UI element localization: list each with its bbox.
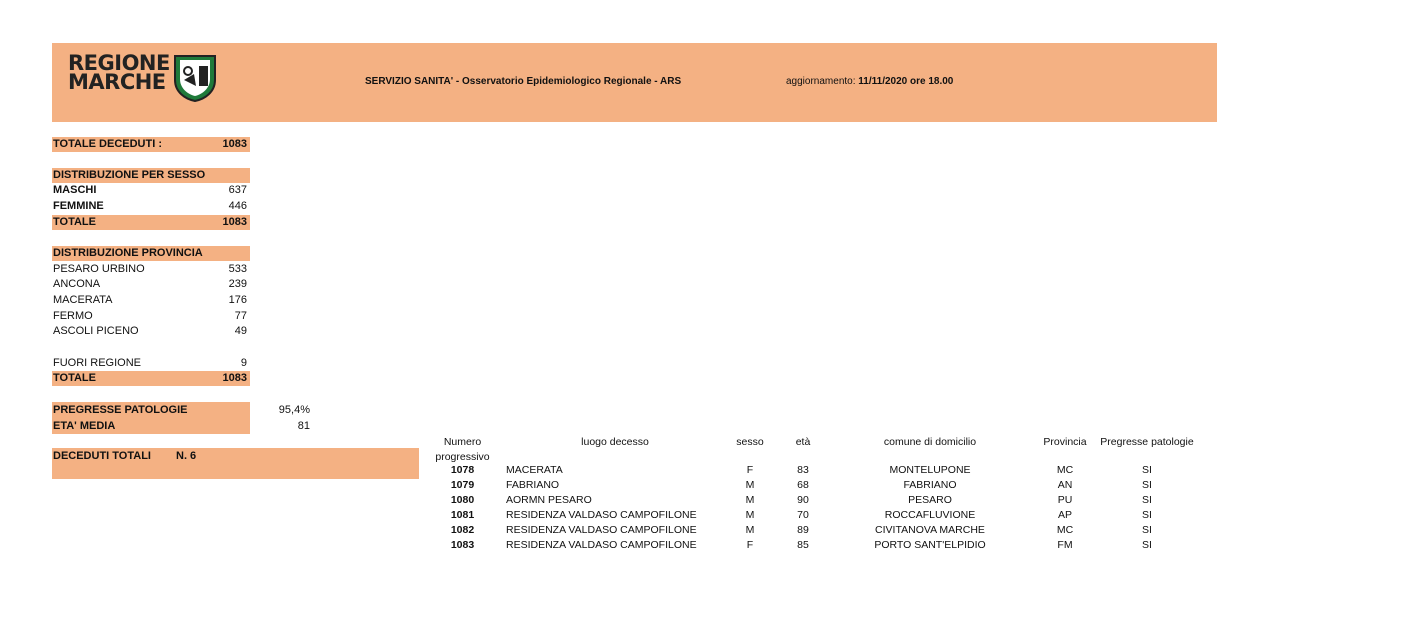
provincia-row	[52, 293, 250, 308]
cell-sesso: M	[745, 524, 755, 536]
cell-patologie: SI	[1142, 509, 1152, 521]
fuori-regione-label: FUORI REGIONE	[53, 357, 142, 369]
deceduti-totali-value: N. 6	[176, 450, 197, 462]
sesso-total-label: TOTALE	[53, 216, 96, 228]
sesso-total-row	[52, 215, 250, 230]
cell-eta: 85	[797, 539, 809, 551]
fuori-regione-row	[52, 356, 250, 371]
patologie-value: 95,4%	[278, 404, 310, 416]
cell-eta: 89	[797, 524, 809, 536]
cell-numero: 1081	[450, 509, 475, 521]
cell-sesso: F	[746, 464, 754, 476]
cell-provincia: MC	[1056, 524, 1074, 536]
cell-patologie: SI	[1142, 479, 1152, 491]
provincia-row	[52, 277, 250, 292]
provincia-value: 533	[228, 263, 247, 275]
provincia-title-label: DISTRIBUZIONE PROVINCIA	[53, 247, 203, 259]
cell-provincia: PU	[1057, 494, 1073, 506]
provincia-label: FERMO	[53, 310, 93, 322]
update-value: 11/11/2020 ore 18.00	[858, 76, 954, 87]
cell-patologie: SI	[1142, 464, 1152, 476]
provincia-value: 77	[234, 310, 247, 322]
totale-deceduti-value: 1083	[222, 138, 247, 150]
cell-numero: 1079	[450, 479, 475, 491]
cell-luogo: FABRIANO	[506, 479, 560, 491]
header-numero-line1: Numero	[443, 436, 482, 448]
eta-media-value: 81	[297, 420, 310, 432]
provincia-value: 239	[228, 278, 247, 290]
cell-patologie: SI	[1142, 494, 1152, 506]
cell-numero: 1078	[450, 464, 475, 476]
eta-media-label: ETA' MEDIA	[53, 420, 116, 432]
cell-numero: 1083	[450, 539, 475, 551]
provincia-value: 49	[234, 325, 247, 337]
cell-sesso: F	[746, 539, 754, 551]
cell-luogo: RESIDENZA VALDASO CAMPOFILONE	[506, 509, 697, 521]
logo-text-regione: REGIONE	[68, 51, 170, 75]
cell-numero: 1082	[450, 524, 475, 536]
header-comune: comune di domicilio	[883, 436, 977, 448]
cell-luogo: RESIDENZA VALDASO CAMPOFILONE	[506, 524, 697, 536]
cell-luogo: RESIDENZA VALDASO CAMPOFILONE	[506, 539, 697, 551]
sesso-title-label: DISTRIBUZIONE PER SESSO	[53, 169, 206, 181]
cell-eta: 68	[797, 479, 809, 491]
provincia-section-title	[52, 246, 250, 261]
provincia-total-row	[52, 371, 250, 386]
header-eta: età	[795, 436, 811, 448]
provincia-label: MACERATA	[53, 294, 113, 306]
cell-luogo: MACERATA	[506, 464, 563, 476]
header-update	[786, 76, 953, 87]
header-numero	[435, 435, 490, 465]
cell-numero: 1080	[450, 494, 475, 506]
header-luogo: luogo decesso	[581, 436, 649, 448]
header-provincia: Provincia	[1043, 436, 1087, 448]
sesso-label: FEMMINE	[53, 200, 104, 212]
provincia-row	[52, 262, 250, 277]
fuori-regione-value: 9	[240, 357, 247, 369]
provincia-label: ANCONA	[53, 278, 101, 290]
cell-sesso: M	[745, 479, 755, 491]
cell-sesso: M	[745, 494, 755, 506]
sesso-value: 446	[228, 200, 247, 212]
regione-marche-logo	[68, 51, 218, 104]
cell-comune: PORTO SANT'ELPIDIO	[874, 539, 986, 551]
header-patologie: Pregresse patologie	[1100, 436, 1194, 448]
cell-eta: 70	[797, 509, 809, 521]
cell-patologie: SI	[1142, 524, 1152, 536]
header-title: SERVIZIO SANITA' - Osservatorio Epidemiologico Regionale - ARS	[365, 76, 682, 87]
cell-comune: CIVITANOVA MARCHE	[875, 524, 985, 536]
update-label: aggiornamento:	[786, 76, 856, 87]
cell-sesso: M	[745, 509, 755, 521]
provincia-value: 176	[228, 294, 247, 306]
provincia-label: PESARO URBINO	[53, 263, 145, 275]
cell-comune: ROCCAFLUVIONE	[884, 509, 976, 521]
cell-provincia: MC	[1056, 464, 1074, 476]
cell-provincia: FM	[1057, 539, 1073, 551]
provincia-label: ASCOLI PICENO	[53, 325, 139, 337]
patologie-label: PREGRESSE PATOLOGIE	[53, 404, 188, 416]
provincia-row	[52, 324, 250, 339]
provincia-row	[52, 309, 250, 324]
cell-patologie: SI	[1142, 539, 1152, 551]
sesso-label: MASCHI	[53, 184, 97, 196]
cell-comune: MONTELUPONE	[889, 464, 971, 476]
deceduti-totali-label: DECEDUTI TOTALI	[53, 450, 151, 462]
totale-deceduti-row	[52, 137, 250, 152]
sesso-row-maschi	[52, 183, 250, 198]
cell-eta: 83	[797, 464, 809, 476]
header-numero-line2: progressivo	[435, 451, 490, 463]
cell-provincia: AN	[1057, 479, 1073, 491]
cell-comune: FABRIANO	[903, 479, 957, 491]
sesso-section-title	[52, 168, 250, 183]
sesso-total-value: 1083	[222, 216, 247, 228]
logo-text-marche: MARCHE	[68, 70, 166, 94]
cell-comune: PESARO	[908, 494, 952, 506]
provincia-total-value: 1083	[222, 372, 247, 384]
shield-emblem-icon	[172, 54, 218, 102]
cell-eta: 90	[797, 494, 809, 506]
sesso-row-femmine	[52, 199, 250, 214]
cell-provincia: AP	[1057, 509, 1072, 521]
totale-deceduti-label: TOTALE DECEDUTI :	[53, 138, 162, 150]
sesso-value: 637	[228, 184, 247, 196]
header-sesso: sesso	[736, 436, 764, 448]
provincia-total-label: TOTALE	[53, 372, 96, 384]
logo-wordmark	[68, 51, 170, 94]
cell-luogo: AORMN PESARO	[506, 494, 592, 506]
